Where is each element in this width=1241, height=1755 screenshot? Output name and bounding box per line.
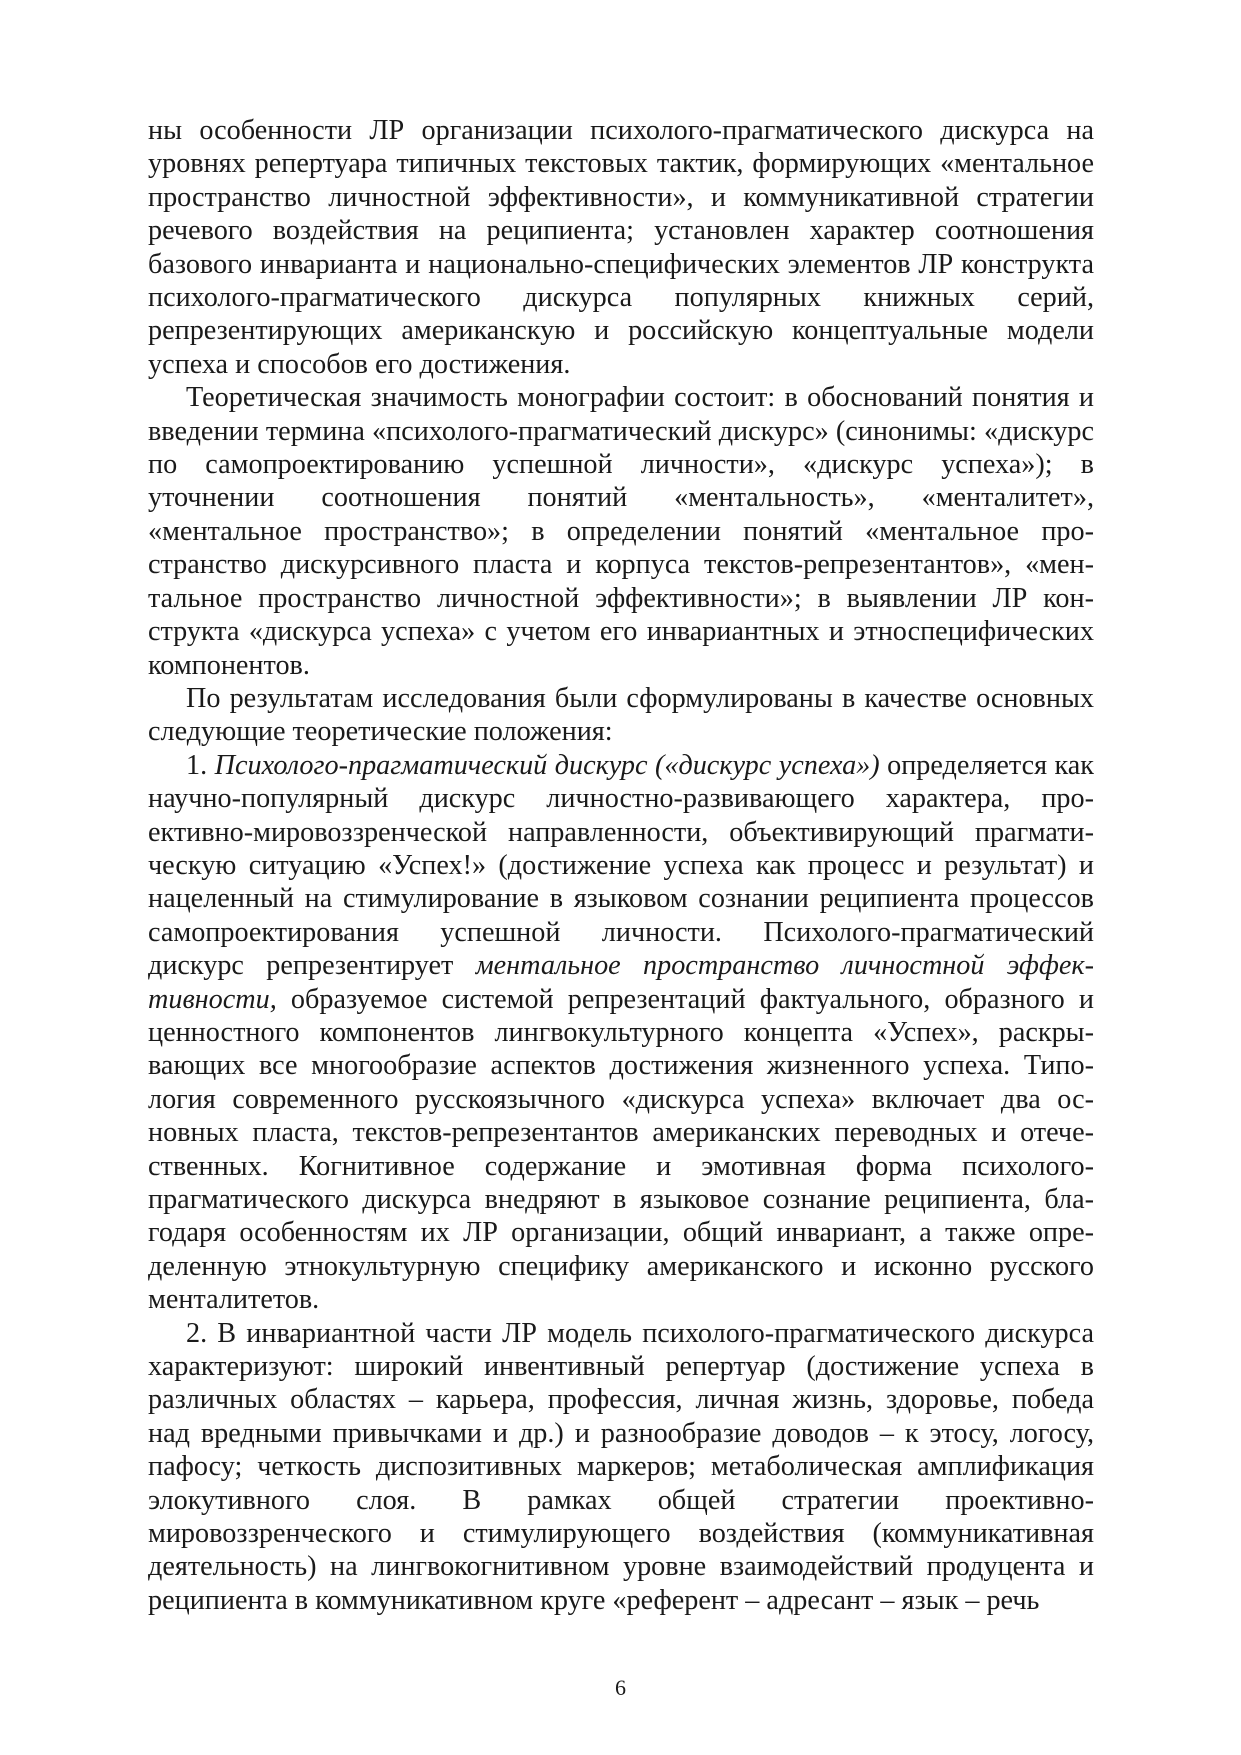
paragraph-text: Теоретическая значимость монографии состоит: в обоснований понятия и введении термина «психолого-прагматический дискурс» (синонимы: «дискурс по самопроектированию успешной личности», «дискурс успеха»); в уточнении соотношения понятий «ментальность», «менталитет», «ментальное пространство»; в определении понятий «ментальное пространство дискурсивного пласта и корпуса текстов-репрезентантов», «ментальное пространство личностной эффективности»; в выявлении ЛР конструкта «дискурса успеха» с учетом его инвариантных и этноспецифических компонентов. bbox=[148, 382, 1094, 681]
paragraph-thesis-2 bbox=[148, 1317, 1094, 1618]
paragraph-text: образуемое системой репрезентаций фактуального, образного и ценностного компонентов лингвокультурного концепта «Успех», раскрывающих все многообразие аспектов достижения жизненного успеха. Типология современного русскоязычного «дискурса успеха» включает два основных пласта, текстов-репрезентантов американских переводных и отечественных. Когнитивное содержание и эмотивная форма психолого-прагматического дискурса внедряют в языковое сознание реципиента, благодаря особенностям их ЛР организации, общий инвариант, а также определенную этнокультурную специфику американского и исконно русского менталитетов. bbox=[148, 983, 1094, 1316]
paragraph-theoretical-significance bbox=[148, 381, 1094, 682]
paragraph-results-intro bbox=[148, 682, 1094, 749]
page-number: 6 bbox=[615, 1675, 626, 1700]
paragraph-thesis-1 bbox=[148, 749, 1094, 1317]
paragraph-continuation bbox=[148, 114, 1094, 381]
italic-term: ментальное пространство личностной эффективности, bbox=[148, 950, 1094, 1015]
italic-term: Психолого-прагматический дискурс («дискурс успеха») bbox=[214, 749, 880, 781]
paragraph-text: определяется как научно-популярный дискурс личностно-развивающего характера, проективно-мировоззренческой направленности, объективирующий прагматическую ситуацию «Успех!» (достижение успеха как процесс и результат) и нацеленный на стимулирование в языковом сознании реципиента процессов самопроектирования успешной личности. Психолого-прагматический дискурс репрезентирует bbox=[148, 749, 1095, 982]
paragraph-text: 2. В инвариантной части ЛР модель психолого-прагматического дискурса характеризуют: широкий инвентивный репертуар (достижение успеха в различных областях – карьера, профессия, личная жизнь, здоровье, победа над вредными привычками и др.) и разнообразие доводов – к этосу, логосу, пафосу; четкость диспозитивных маркеров; метаболическая амплификация элокутивного слоя. В рамках общей стратегии проективно-мировоззренческого и стимулирующего воздействия (коммуникативная деятельность) на лингвокогнитивном уровне взаимодействий продуцента и реципиента в коммуникативном круге «референт – адресант – язык – речь bbox=[148, 1317, 1094, 1616]
list-number: 1. bbox=[186, 749, 215, 781]
paragraph-text: По результатам исследования были сформулированы в качестве основных следующие теоретические положения: bbox=[148, 682, 1094, 748]
body-text bbox=[148, 114, 1094, 1617]
paragraph-text: ны особенности ЛР организации психолого-прагматического дискурса на уровнях репертуара типичных текстовых тактик, формирующих «ментальное пространство личностной эффективности», и коммуникативной стратегии речевого воздействия на реципиента; установлен характер соотношения базового инварианта и национально-специфических элементов ЛР конструкта психолого-прагматического дискурса популярных книжных серий, репрезентирующих американскую и российскую концептуальные модели успеха и способов его достижения. bbox=[148, 115, 1094, 380]
